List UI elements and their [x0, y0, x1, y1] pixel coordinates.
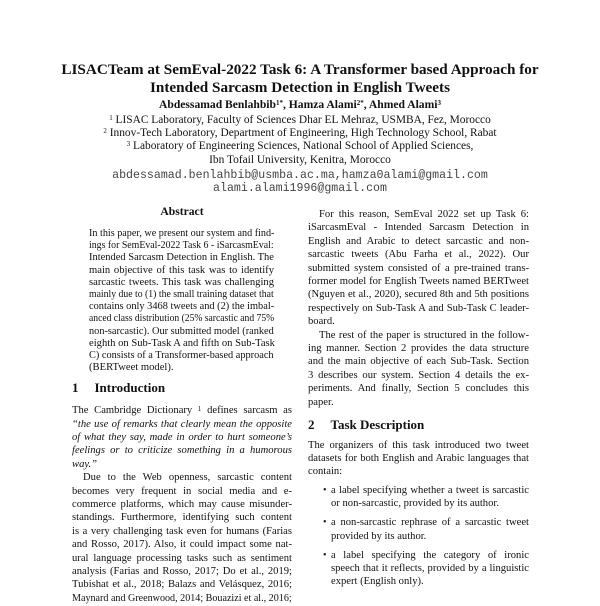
text-line: C) consists of a Transformer-based approach: [89, 350, 274, 361]
separator: ,: [282, 98, 289, 111]
text-line: anced class distribution (25% sarcastic and 75%: [89, 313, 275, 325]
section-title: Introduction: [94, 380, 166, 395]
text-line: a label specifying whether a tweet is sarcastic: [331, 485, 529, 496]
section-heading-introduction: [72, 381, 165, 395]
text-line: commerce platforms, which may cause misunder-: [72, 498, 292, 510]
text-line: contains only 3468 tweets and (2) the imbal-: [89, 301, 275, 313]
affiliation-text: Innov-Tech Laboratory, Department of Engineering, High Technology School, Rabat: [106, 127, 497, 139]
affiliation-mark: 2: [103, 127, 107, 135]
text-line: way.”: [72, 458, 98, 470]
author-mark: 1*: [275, 99, 283, 107]
text-line: respectively on Sub-Task A and Sub-Task C leader-: [308, 302, 529, 314]
affiliation: [0, 153, 600, 167]
text-line: submitted system consisted of a pre-trained trans-: [308, 262, 529, 274]
author-name: Ahmed Alami: [368, 98, 438, 111]
text-line: For this reason, SemEval 2022 set up Task 6:: [319, 209, 529, 220]
affiliation: [0, 139, 600, 153]
text-line: datasets for both English and Arabic languages that: [308, 453, 529, 465]
section-heading-task-description: [308, 418, 424, 432]
affiliation-text: Ibn Tofail University, Kenitra, Morocco: [209, 154, 391, 166]
text-line: Due to the Web openness, sarcastic content: [83, 472, 292, 484]
text-line: former model for English Tweets named BERTweet: [308, 276, 529, 287]
text-line: English and Arabic to detect sarcastic and non-: [308, 235, 529, 247]
affiliation: [0, 126, 600, 140]
text-line: mainly due to (1) the small training dataset that: [89, 289, 274, 300]
text-line: board.: [308, 316, 335, 328]
author-name: Hamza Alami: [288, 98, 357, 111]
author-name: Abdessamad Benlahbib: [159, 98, 276, 111]
text-line: and Rosso, 2017). Also, it could impact some nat-: [72, 539, 292, 551]
bullet-icon: •: [323, 517, 327, 529]
author-mark: 3: [437, 99, 441, 107]
text-line: paper.: [308, 396, 334, 408]
text-line: sarcastic tweets (Abu Farha et al., 2022). Our: [308, 249, 529, 261]
text-line: non-sarcastic). Our submitted model (ranked: [89, 325, 274, 337]
text-line: periments. And finally, Section 5 concludes this: [308, 383, 529, 395]
text-line: becomes very frequent in social media and e-: [72, 485, 292, 497]
text-line: The organizers of this task introduced two tweet: [308, 440, 529, 451]
text-line: a non-sarcastic rephrase of a sarcastic tweet: [331, 517, 529, 529]
text-line: contain:: [308, 466, 343, 478]
text-line: feelings or to criticize something in a humorous: [72, 445, 292, 457]
text-line: provided by its author.: [331, 530, 427, 542]
text-line: “the use of remarks that clearly mean the opposite: [72, 418, 292, 430]
text-line: The rest of the paper is structured in the follow-: [319, 329, 529, 341]
text-line: eighth on Sub-Task A and fifth on Sub-Task: [89, 337, 275, 349]
footnote-mark[interactable]: 1: [197, 405, 202, 413]
bullet-icon: •: [323, 485, 327, 496]
paper-title-line-2: Intended Sarcasm Detection in English Tweets: [150, 79, 450, 96]
text-line: analysis (Farias and Rosso, 2017; Do et al., 2019;: [72, 565, 292, 577]
text-line: speech that it reflects, provided by a linguistic: [331, 563, 529, 574]
affiliation: [0, 113, 600, 127]
text-line: 3 describes our system. Section 4 details the ex-: [308, 369, 529, 381]
text: defines sarcasm as: [201, 405, 292, 416]
text-line: or non-sarcastic, provided by its author.: [331, 498, 499, 510]
abstract-heading: Abstract: [160, 205, 204, 218]
text-line: ings for SemEval-2022 Task 6 - iSarcasmEval:: [89, 240, 274, 252]
author-mark: 2*: [356, 99, 364, 107]
separator: ,: [363, 98, 369, 111]
affiliation-mark: 1: [109, 114, 113, 122]
text-line: ing manner. Section 2 provides the data structure: [308, 343, 529, 354]
affiliation-mark: 3: [126, 140, 131, 148]
text: The Cambridge Dictionary: [72, 405, 198, 416]
text-line: iSarcasmEval - Intended Sarcasm Detection in: [308, 222, 529, 234]
section-title: Task Description: [330, 417, 425, 432]
text-line: (BERTweet model).: [89, 362, 174, 374]
affiliation-text: Laboratory of Engineering Sciences, National School of Applied Sciences,: [130, 140, 474, 152]
email-line[interactable]: alami.alami1996@gmail.com: [213, 182, 387, 195]
email-line[interactable]: abdessamad.benlahbib@usmba.ac.ma,hamza0alami@gmail.com: [112, 169, 488, 182]
text-line: expert (English only).: [331, 576, 424, 588]
text-line: sarcastic tweets. This task was challenging: [89, 276, 274, 288]
text-line: (Nguyen et al., 2020), secured 8th and 5th positions: [308, 289, 529, 301]
affiliation-text: LISAC Laboratory, Faculty of Sciences Dhar EL Mehraz, USMBA, Fez, Morocco: [112, 114, 491, 126]
text-line: Tubishat et al., 2018; Balazs and Velásquez, 2016;: [72, 579, 292, 591]
text-line: is a very challenging task even for humans (Farias: [72, 525, 292, 537]
author-list: [0, 98, 600, 112]
text-line: In this paper, we present our system and find-: [89, 228, 275, 239]
text-line: main objective of this task was to identify: [89, 264, 274, 276]
text-line: a label specifying the category of ironic: [331, 549, 529, 561]
bullet-icon: •: [323, 549, 327, 561]
section-number: 1: [72, 380, 79, 395]
text-line: of what they say, made in order to hurt someone’s: [72, 431, 292, 443]
text-line: and the main objective of each Sub-Task. Section: [308, 356, 529, 368]
text-line: Maynard and Greenwood, 2014; Bouazizi et al., 2016;: [72, 592, 292, 604]
paper-title-line-1: LISACTeam at SemEval-2022 Task 6: A Transformer based Approach for: [61, 61, 539, 78]
text-line: Intended Sarcasm Detection in English. The: [89, 252, 274, 264]
text-line: ural language processing tasks such as sentiment: [72, 552, 292, 564]
intro-first-line: [72, 404, 292, 418]
text-line: standings. Furthermore, identifying such content: [72, 512, 292, 524]
section-number: 2: [308, 417, 315, 432]
